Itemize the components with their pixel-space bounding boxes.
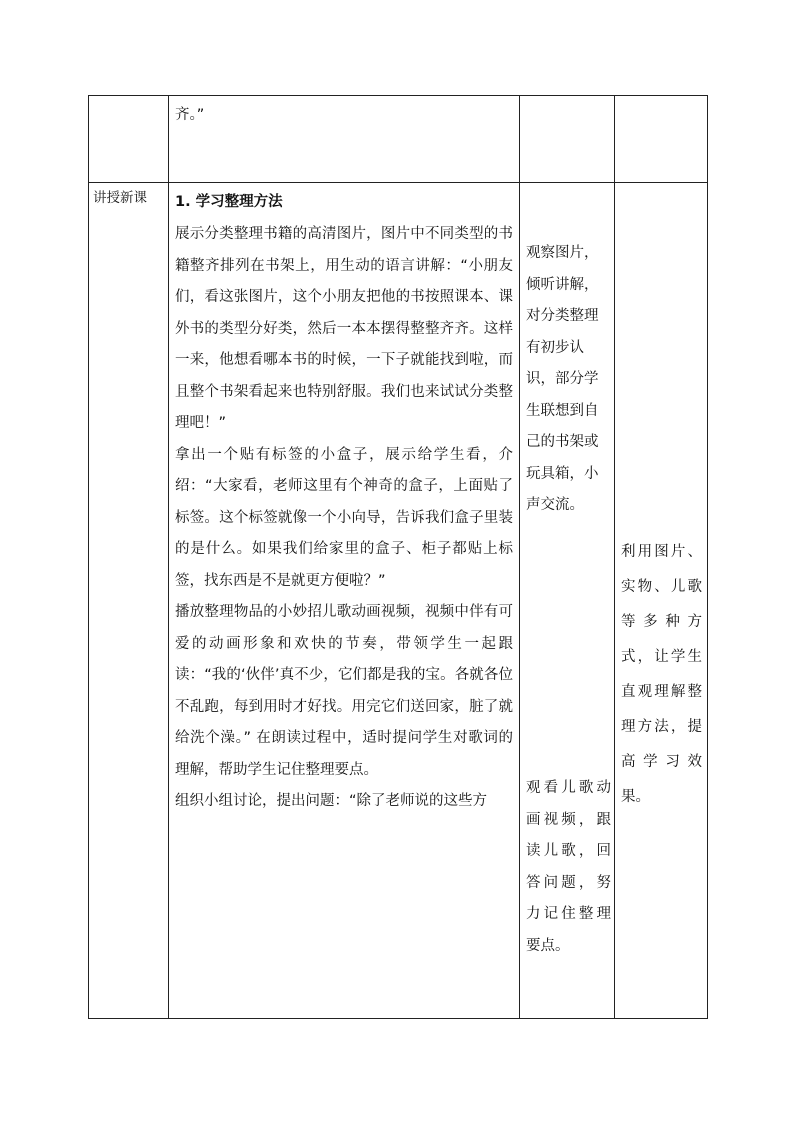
stage-cell <box>89 183 169 1019</box>
stage-cell <box>89 96 169 183</box>
lesson-plan-table <box>88 95 708 1019</box>
teacher-paragraph: 播放整理物品的小妙招儿歌动画视频，视频中伴有可爱的动画形象和欢快的节奏，带领学生一起跟读：“我的‘伙伴’真不少，它们都是我的宝。各就各位不乱跑，每到用时才好找。用完它们送回家，脏了就给洗个澡。” 在朗读过程中，适时提问学生对歌词的理解，帮助学生记住整理要点。 <box>175 604 513 778</box>
stage-label: 讲授新课 <box>93 190 147 206</box>
design-intent-cell <box>615 96 708 183</box>
design-intent-text: 利用图片、实物、儿歌等多种方式，让学生直观理解整理方法，提高学习效果。 <box>621 544 702 805</box>
teacher-activity-cell <box>169 183 520 1019</box>
teacher-paragraph: 展示分类整理书籍的高清图片，图片中不同类型的书籍整齐排列在书架上，用生动的语言讲解：“小朋友们，看这张图片，这个小朋友把他的书按照课本、课外书的类型分好类，然后一本本摆得整整齐齐。这样一来，他想看哪本书的时候，一下子就能找到啦，而且整个书架看起来也特别舒服。我们也来试试分类整理吧！” <box>175 226 513 431</box>
teacher-activity-cell <box>169 96 520 183</box>
section-title: 1. 学习整理方法 <box>175 194 283 210</box>
teacher-paragraph: 组织小组讨论，提出问题：“除了老师说的这些方 <box>175 793 488 809</box>
table-row <box>89 96 708 183</box>
student-activity-text: 观察图片，倾听讲解，对分类整理有初步认识，部分学生联想到自己的书架或玩具箱，小声交流。 <box>526 245 599 513</box>
student-activity-cell <box>520 96 615 183</box>
teacher-text: 齐。” <box>175 107 205 123</box>
design-intent-cell <box>615 183 708 1019</box>
table-row <box>89 183 708 1019</box>
teacher-paragraph: 拿出一个贴有标签的小盒子，展示给学生看，介绍：“大家看，老师这里有个神奇的盒子，上面贴了标签。这个标签就像一个小向导，告诉我们盒子里装的是什么。如果我们给家里的盒子、柜子都贴上标签，找东西是不是就更方便啦？” <box>175 446 513 589</box>
student-activity-cell <box>520 183 615 1019</box>
student-activity-text: 观看儿歌动画视频，跟读儿歌，回答问题，努力记住整理要点。 <box>526 780 611 954</box>
